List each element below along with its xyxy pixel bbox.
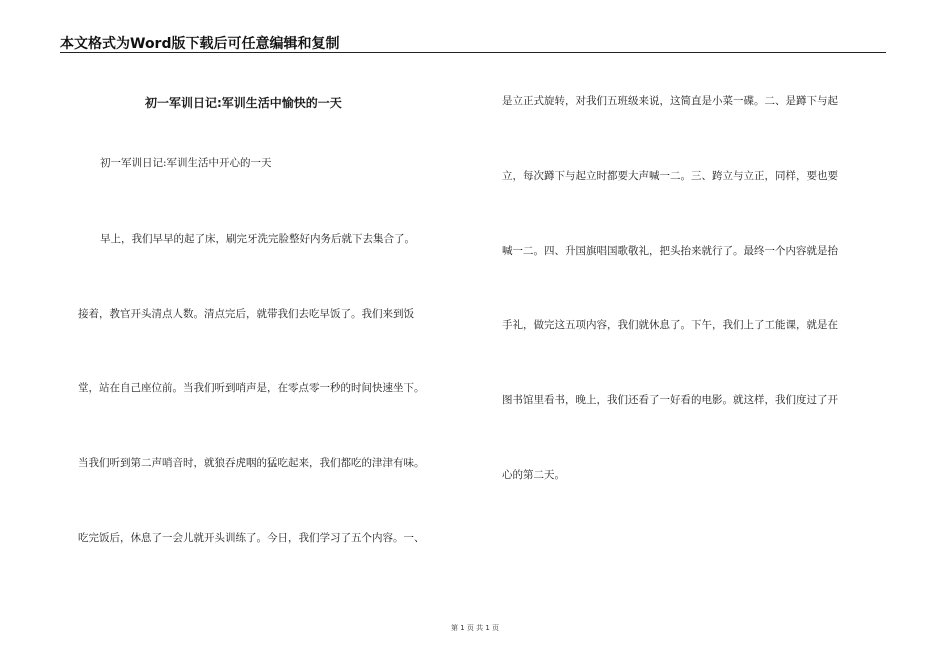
- body-line: 堂，站在自己座位前。当我们听到哨声是，在零点零一秒的时间快速坐下。: [78, 382, 425, 394]
- body-line: 喊一二。四、升国旗唱国歌敬礼，把头抬来就行了。最终一个内容就是抬: [502, 245, 838, 257]
- document-title: 初一军训日记:军训生活中愉快的一天: [145, 96, 342, 110]
- body-line: 手礼，做完这五项内容，我们就休息了。下午，我们上了工能课，就是在: [502, 319, 838, 331]
- body-line: 立，每次蹲下与起立时都要大声喊一二。三、跨立与立正，同样，要也要: [502, 170, 838, 182]
- body-line: 是立正式旋转，对我们五班级来说，这简直是小菜一碟。二、是蹲下与起: [502, 95, 838, 107]
- header-divider: [60, 52, 886, 53]
- body-line: 图书馆里看书，晚上，我们还看了一好看的电影。就这样，我们度过了开: [502, 394, 838, 406]
- page-number: 第 1 页 共 1 页: [450, 624, 500, 632]
- header-banner: 本文格式为Word版下载后可任意编辑和复制: [60, 36, 340, 52]
- body-line: 当我们听到第二声哨音时，就狼吞虎咽的猛吃起来，我们都吃的津津有味。: [78, 457, 425, 469]
- subtitle-line: 初一军训日记:军训生活中开心的一天: [100, 157, 272, 169]
- body-line: 接着，教官开头清点人数。清点完后，就带我们去吃早饭了。我们来到饭: [78, 308, 414, 320]
- body-line: 早上，我们早早的起了床，刷完牙洗完脸整好内务后就下去集合了。: [100, 233, 415, 245]
- body-line: 吃完饭后，休息了一会儿就开头训练了。今日，我们学习了五个内容。一、: [78, 532, 425, 544]
- body-line: 心的第二天。: [502, 469, 565, 481]
